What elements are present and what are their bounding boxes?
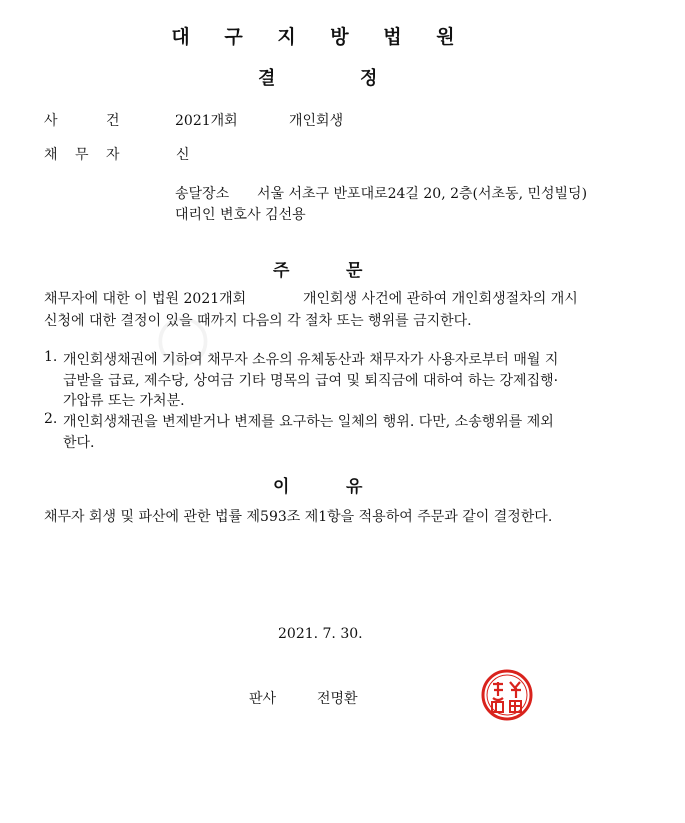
judge-label: 판사 [249, 691, 277, 707]
judge-name: 전명환 [317, 691, 358, 707]
order-item-2-line-1: 개인회생채권을 변제받거나 변제를 요구하는 일체의 행위. 다만, 소송행위를 제외 [63, 414, 554, 430]
order-heading-first: 주 [273, 261, 290, 281]
case-type: 개인회생 [289, 113, 344, 129]
legal-agent: 대리인 변호사 김선용 [175, 207, 306, 223]
debtor-label-char-2: 무 [75, 147, 89, 163]
service-address-label: 송달장소 [175, 186, 230, 202]
debtor-label-char-3: 자 [106, 147, 120, 163]
document-type-second-char: 정 [360, 68, 378, 89]
judge-seal-icon [480, 668, 534, 722]
order-item-2-number: 2. [44, 411, 58, 427]
service-address: 서울 서초구 반포대로24길 20, 2층(서초동, 민성빌딩) [257, 186, 588, 202]
order-item-1-line-2: 급받을 급료, 제수당, 상여금 기타 명목의 급여 및 퇴직금에 대하여 하는 강제집행· [63, 373, 559, 389]
order-intro-line-1b: 개인회생 사건에 관하여 개인회생절차의 개시 [303, 291, 578, 307]
reason-heading-second: 유 [346, 477, 363, 497]
court-name: 대 구 지 방 법 원 [171, 26, 469, 48]
decision-date: 2021. 7. 30. [278, 626, 363, 642]
order-intro-line-1: 채무자에 대한 이 법원 2021개회 [44, 291, 247, 307]
order-item-1-line-1: 개인회생채권에 기하여 채무자 소유의 유체동산과 채무자가 사용자로부터 매월 지 [63, 352, 559, 368]
case-label-first: 사 [44, 113, 58, 129]
order-heading-second: 문 [346, 261, 363, 281]
order-item-1-line-3: 가압류 또는 가처분. [63, 393, 185, 409]
debtor-name: 신 [176, 147, 190, 163]
debtor-label-char-1: 채 [44, 147, 58, 163]
reason-heading-first: 이 [273, 477, 290, 497]
order-item-1-number: 1. [44, 349, 58, 365]
order-item-2-line-2: 한다. [63, 435, 95, 451]
background-watermark: ○ [155, 300, 221, 374]
order-intro-line-2: 신청에 대한 결정이 있을 때까지 다음의 각 절차 또는 행위를 금지한다. [44, 313, 472, 329]
document-type-first-char: 결 [258, 68, 276, 89]
reason-text: 채무자 회생 및 파산에 관한 법률 제593조 제1항을 적용하여 주문과 같이 결정한다. [44, 509, 553, 525]
case-number: 2021개회 [175, 113, 238, 129]
case-label-second: 건 [106, 113, 120, 129]
